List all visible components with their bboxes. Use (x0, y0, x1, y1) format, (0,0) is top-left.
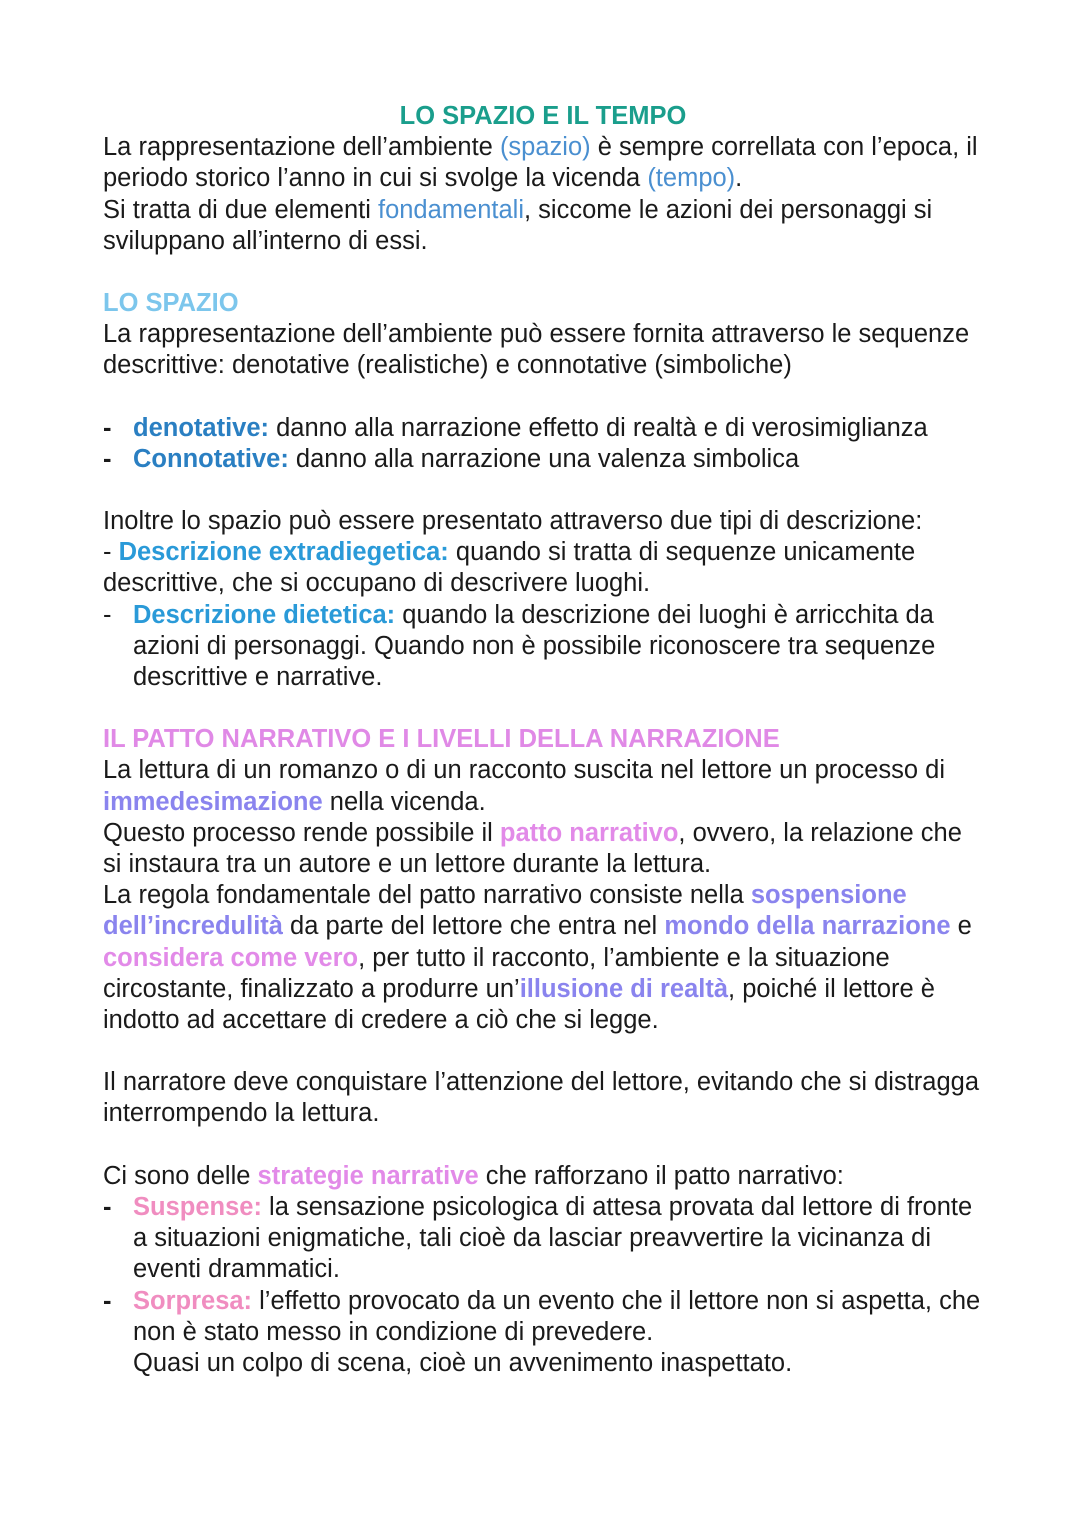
term-sorpresa: Sorpresa: (133, 1286, 253, 1315)
document-page (103, 101, 983, 1379)
body-text: La lettura di un romanzo o di un racconto suscita nel lettore un processo di (103, 756, 945, 785)
body-text: e (950, 912, 972, 941)
body-text: da parte del lettore che entra nel (282, 912, 665, 941)
section-heading-patto: IL PATTO NARRATIVO E I LIVELLI DELLA NARRAZIONE (103, 725, 780, 754)
intro-text: La rappresentazione dell’ambiente (103, 133, 500, 162)
list-item (103, 1286, 983, 1380)
definition-text: la sensazione psicologica di attesa provata dal lettore di fronte a situazioni enigmatiche, tali cioè da lasciar preavvertire la vicinanza di eventi drammatici. (133, 1192, 973, 1284)
keyword-fondamentali: fondamentali (377, 195, 524, 224)
definition-text: danno alla narrazione una valenza simbolica (288, 444, 800, 473)
term-suspense: Suspense: (133, 1192, 262, 1221)
term-extradiegetica: Descrizione extradiegetica: (118, 538, 449, 567)
intro-text: . (735, 164, 743, 193)
dash-prefix: - (103, 538, 119, 567)
page-title: LO SPAZIO E IL TEMPO (399, 102, 687, 130)
keyword-tempo: (tempo) (647, 164, 736, 193)
definition-text: danno alla narrazione effetto di realtà e di verosimiglianza (269, 413, 928, 442)
patto-paragraph-2 (103, 818, 983, 880)
description-intro: Inoltre lo spazio può essere presentato attraverso due tipi di descrizione: (103, 507, 923, 536)
body-text: , ovvero, la relazione che si instaura tra un autore e un lettore durante la lettura. (103, 818, 962, 879)
definition-text: quando si tratta di sequenze unicamente descrittive, che si occupano di descrivere luoghi. (103, 538, 916, 598)
term-connotative: Connotative: (133, 444, 289, 473)
keyword-patto-narrativo: patto narrativo (499, 818, 679, 847)
keyword-mondo-narrazione: mondo della narrazione (664, 912, 951, 941)
body-text: Questo processo rende possibile il (103, 818, 500, 847)
description-extradiegetica (103, 537, 983, 599)
keyword-considera-vero: considera come vero (103, 943, 359, 972)
spazio-paragraph: La rappresentazione dell’ambiente può essere fornita attraverso le sequenze descrittive: denotative (realistiche) e connotative (simboliche) (103, 320, 970, 380)
keyword-sospensione: sospensione dell’incredulità (103, 881, 907, 941)
intro-text: , siccome le azioni dei personaggi si sviluppano all’interno di essi. (103, 195, 933, 255)
keyword-illusione-realta: illusione di realtà (519, 974, 729, 1003)
body-text: Ci sono delle (103, 1161, 258, 1190)
definition-text: l’effetto provocato da un evento che il lettore non si aspetta, che non è stato messo in condizione di prevedere. (133, 1286, 981, 1346)
list-item (103, 1192, 983, 1286)
patto-paragraph-3 (103, 880, 983, 1036)
body-text: , poiché il lettore è indotto ad accettare di credere a ciò che si legge. (103, 974, 935, 1035)
definition-text: quando la descrizione dei luoghi è arricchita da azioni di personaggi. Quando non è possibile riconoscere tra sequenze descrittive e narrative. (133, 600, 936, 692)
body-text: che rafforzano il patto narrativo: (478, 1161, 844, 1190)
keyword-strategie: strategie narrative (257, 1161, 479, 1190)
list-item (103, 600, 983, 694)
keyword-spazio: (spazio) (499, 133, 591, 162)
intro-paragraph (103, 132, 983, 257)
patto-paragraph-4: Il narratore deve conquistare l’attenzione del lettore, evitando che si distragga interrompendo la lettura. (103, 1068, 980, 1128)
list-item (103, 444, 983, 475)
body-text: nella vicenda. (322, 787, 486, 816)
term-dietetica: Descrizione dietetica: (133, 600, 396, 629)
intro-text: Si tratta di due elementi (103, 195, 378, 224)
patto-paragraph-5 (103, 1161, 983, 1192)
definition-text: Quasi un colpo di scena, cioè un avvenimento inaspettato. (133, 1348, 793, 1377)
keyword-immedesimazione: immedesimazione (103, 787, 323, 816)
description-list (103, 600, 983, 694)
list-item (103, 413, 983, 444)
term-denotative: denotative: (133, 413, 270, 442)
section-heading-spazio: LO SPAZIO (103, 289, 239, 318)
intro-text: è sempre correllata con l’epoca, il periodo storico l’anno in cui si svolge la vicenda (103, 133, 978, 193)
strategies-list (103, 1192, 983, 1379)
body-text: , per tutto il racconto, l’ambiente e la situazione circostante, finalizzato a produrre un’ (103, 943, 890, 1003)
body-text: La regola fondamentale del patto narrativo consiste nella (103, 881, 751, 910)
sequence-types-list (103, 413, 983, 475)
patto-paragraph-1 (103, 755, 983, 817)
